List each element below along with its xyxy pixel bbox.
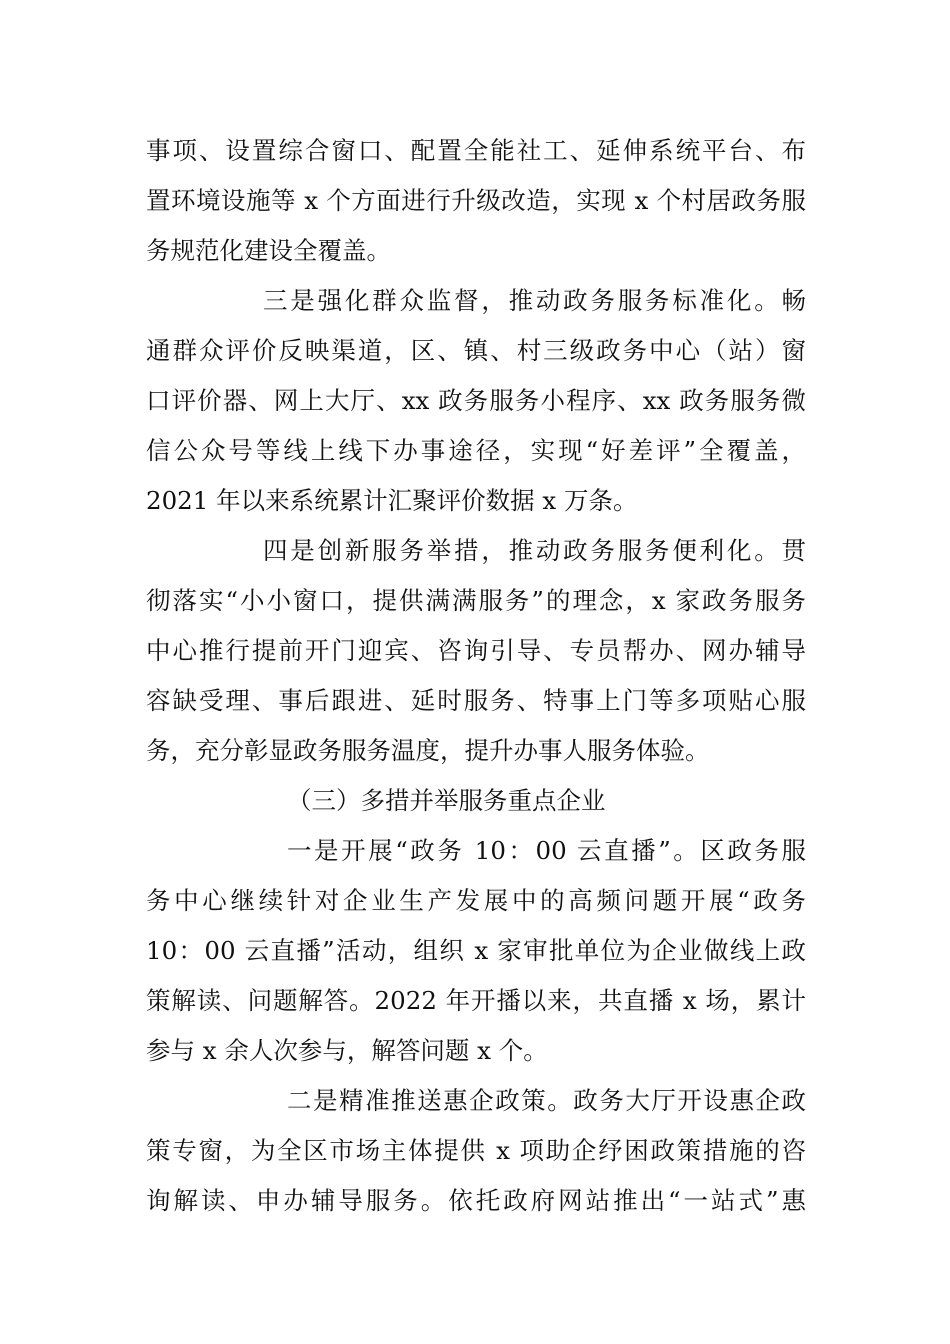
paragraph-start-line: 三是强化群众监督，推动政务服务标准化。畅 [263,286,806,315]
text-line: 务，充分彰显政务服务温度，提升办事人服务体验。 [146,736,710,765]
text-line: 容缺受理、事后跟进、延时服务、特事上门等多项贴心服 [146,686,806,715]
paragraph-start-line: 一是开展“政务 10：00 云直播”。区政务服 [287,836,806,865]
section-heading: （三）多措并举服务重点企业 [287,786,606,815]
text-line: 务规范化建设全覆盖。 [146,236,391,265]
text-line: 口评价器、网上大厅、xx 政务服务小程序、xx 政务服务微 [146,386,806,415]
text-line: 通群众评价反映渠道，区、镇、村三级政务中心（站）窗 [146,336,806,365]
paragraph-start-line: 四是创新服务举措，推动政务服务便利化。贯 [263,536,806,565]
text-line: 询解读、申办辅导服务。依托政府网站推出“一站式”惠 [146,1186,806,1215]
text-line: 事项、设置综合窗口、配置全能社工、延伸系统平台、布 [146,136,806,165]
paragraph-start-line: 二是精准推送惠企政策。政务大厅开设惠企政 [287,1086,806,1115]
text-line: 策专窗，为全区市场主体提供 x 项助企纾困政策措施的咨 [146,1136,806,1165]
text-line: 彻落实“小小窗口，提供满满服务”的理念，x 家政务服务 [146,586,806,615]
text-line: 务中心继续针对企业生产发展中的高频问题开展“政务 [146,886,806,915]
text-line: 参与 x 余人次参与，解答问题 x 个。 [146,1036,548,1065]
text-line: 信公众号等线上线下办事途径，实现“好差评”全覆盖， [146,436,806,465]
text-line: 中心推行提前开门迎宾、咨询引导、专员帮办、网办辅导 [146,636,806,665]
text-line: 10：00 云直播”活动，组织 x 家审批单位为企业做线上政 [146,936,806,965]
text-line: 2021 年以来系统累计汇聚评价数据 x 万条。 [146,486,638,515]
text-line: 策解读、问题解答。2022 年开播以来，共直播 x 场，累计 [146,986,806,1015]
text-line: 置环境设施等 x 个方面进行升级改造，实现 x 个村居政务服 [146,186,806,215]
